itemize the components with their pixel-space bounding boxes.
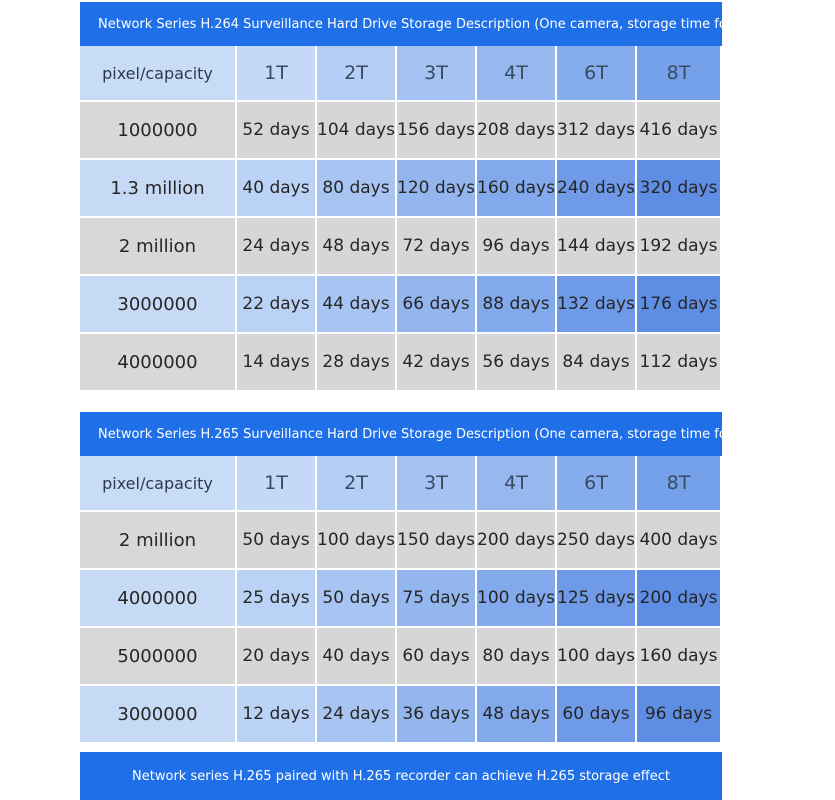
h264-storage-days-cell: 42 days [397,334,477,392]
h265-storage-days-cell: 160 days [637,628,722,686]
h265-storage-days-cell: 50 days [317,570,397,628]
h265-table-row [80,570,722,628]
h264-table-row [80,218,722,276]
h264-table-row [80,102,722,160]
footer-note: Network series H.265 paired with H.265 recorder can achieve H.265 storage effect [80,752,722,800]
h264-capacity-header: 8T [637,46,722,102]
h264-table-body [80,102,722,392]
h265-storage-days-cell: 96 days [637,686,722,744]
h264-header-label: pixel/capacity [80,46,237,102]
h265-capacity-header: 4T [477,456,557,512]
h264-storage-days-cell: 84 days [557,334,637,392]
h264-pixel-label: 2 million [80,218,237,276]
h265-storage-days-cell: 250 days [557,512,637,570]
h265-capacity-header: 6T [557,456,637,512]
h264-storage-days-cell: 96 days [477,218,557,276]
h264-storage-days-cell: 312 days [557,102,637,160]
h264-storage-days-cell: 56 days [477,334,557,392]
h264-storage-days-cell: 80 days [317,160,397,218]
h265-storage-days-cell: 125 days [557,570,637,628]
h264-storage-days-cell: 104 days [317,102,397,160]
h264-storage-days-cell: 28 days [317,334,397,392]
h264-storage-days-cell: 48 days [317,218,397,276]
h264-header-row [80,46,722,102]
h264-storage-days-cell: 144 days [557,218,637,276]
h264-storage-days-cell: 66 days [397,276,477,334]
h264-storage-days-cell: 72 days [397,218,477,276]
h265-storage-days-cell: 150 days [397,512,477,570]
h264-table-row [80,276,722,334]
h265-capacity-header: 2T [317,456,397,512]
h265-pixel-label: 4000000 [80,570,237,628]
h264-table-title: Network Series H.264 Surveillance Hard Drive Storage Description (One camera, storage time for reference only) [80,0,722,46]
h265-table-row [80,512,722,570]
h265-table-body [80,512,722,744]
h264-storage-days-cell: 88 days [477,276,557,334]
h265-capacity-header: 8T [637,456,722,512]
h264-storage-days-cell: 208 days [477,102,557,160]
h264-capacity-header: 4T [477,46,557,102]
h264-storage-days-cell: 22 days [237,276,317,334]
h264-storage-days-cell: 160 days [477,160,557,218]
h264-storage-days-cell: 40 days [237,160,317,218]
h264-storage-days-cell: 112 days [637,334,722,392]
h265-table-row [80,686,722,744]
h265-storage-days-cell: 60 days [397,628,477,686]
h265-storage-days-cell: 20 days [237,628,317,686]
h265-storage-days-cell: 200 days [477,512,557,570]
h264-storage-days-cell: 416 days [637,102,722,160]
h265-capacity-header: 3T [397,456,477,512]
h265-table-title: Network Series H.265 Surveillance Hard Drive Storage Description (One camera, storage time for reference only) [80,410,722,456]
h264-pixel-label: 1.3 million [80,160,237,218]
h265-storage-days-cell: 25 days [237,570,317,628]
h264-storage-days-cell: 14 days [237,334,317,392]
h264-storage-days-cell: 132 days [557,276,637,334]
h264-pixel-label: 4000000 [80,334,237,392]
h265-header-label: pixel/capacity [80,456,237,512]
h264-storage-days-cell: 52 days [237,102,317,160]
h264-pixel-label: 3000000 [80,276,237,334]
h265-storage-days-cell: 40 days [317,628,397,686]
h264-storage-days-cell: 320 days [637,160,722,218]
h264-storage-days-cell: 44 days [317,276,397,334]
h264-storage-days-cell: 192 days [637,218,722,276]
h265-storage-days-cell: 36 days [397,686,477,744]
h264-capacity-header: 1T [237,46,317,102]
h265-storage-days-cell: 24 days [317,686,397,744]
h265-storage-days-cell: 75 days [397,570,477,628]
h265-pixel-label: 5000000 [80,628,237,686]
h265-storage-days-cell: 80 days [477,628,557,686]
h265-storage-days-cell: 48 days [477,686,557,744]
h264-storage-days-cell: 156 days [397,102,477,160]
h264-storage-days-cell: 176 days [637,276,722,334]
h264-capacity-header: 3T [397,46,477,102]
h265-storage-days-cell: 100 days [477,570,557,628]
h265-storage-days-cell: 100 days [557,628,637,686]
h265-header-row [80,456,722,512]
h265-storage-days-cell: 100 days [317,512,397,570]
h265-capacity-header: 1T [237,456,317,512]
h264-table-row [80,160,722,218]
h264-table-row [80,334,722,392]
h264-pixel-label: 1000000 [80,102,237,160]
h264-storage-panel [80,0,835,392]
h264-capacity-header: 6T [557,46,637,102]
h265-table-row [80,628,722,686]
h264-capacity-header: 2T [317,46,397,102]
h265-pixel-label: 2 million [80,512,237,570]
h265-storage-days-cell: 60 days [557,686,637,744]
h265-storage-days-cell: 400 days [637,512,722,570]
h265-storage-days-cell: 200 days [637,570,722,628]
h265-storage-days-cell: 50 days [237,512,317,570]
h264-storage-days-cell: 120 days [397,160,477,218]
h265-pixel-label: 3000000 [80,686,237,744]
h264-storage-days-cell: 240 days [557,160,637,218]
h264-storage-days-cell: 24 days [237,218,317,276]
h265-storage-days-cell: 12 days [237,686,317,744]
h265-storage-panel [80,410,835,744]
